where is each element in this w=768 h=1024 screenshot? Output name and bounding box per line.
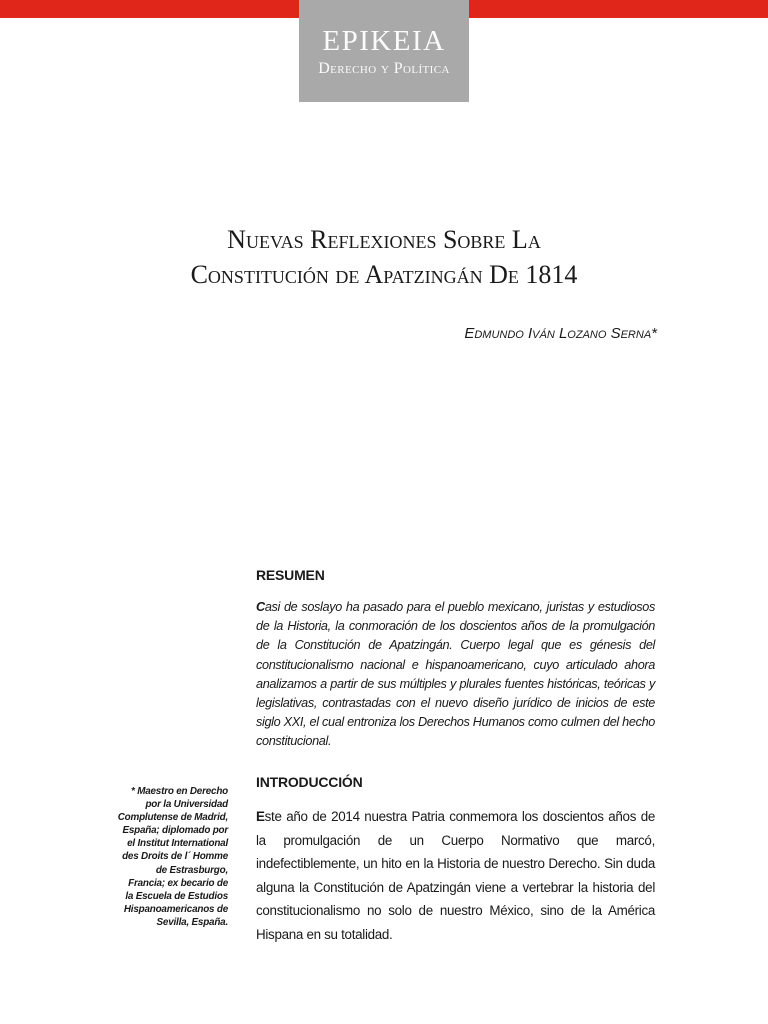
footnote-line: por la Universidad: [145, 799, 228, 811]
footnote-line: Complutense de Madrid,: [117, 812, 228, 824]
journal-name: EPIKEIA: [322, 25, 446, 57]
footnote-line: de Estrasburgo,: [155, 864, 228, 876]
abstract-heading: RESUMEN: [256, 567, 325, 583]
journal-subtitle: Derecho y Política: [318, 60, 450, 77]
article-title-line-2: Constitución de Apatzingán De 1814: [190, 260, 578, 289]
introduction-drop-letter: E: [256, 809, 265, 824]
footnote-line: Sevilla, España.: [156, 916, 228, 928]
footnote-line: Hispanoamericanos de: [123, 903, 228, 915]
footnote-line: España; diplomado por: [122, 825, 228, 837]
journal-logo: [299, 0, 469, 102]
footnote-line: la Escuela de Estudios: [125, 890, 228, 902]
author-footnote: [96, 785, 228, 929]
article-title: [84, 222, 684, 292]
abstract-body: asi de soslayo ha pasado para el pueblo mexicano, juristas y estudiosos de la Historia, la conmoración de los doscientos años de la promulgación de la Constitución de Apatzingán. Cuerpo legal que es génesis del constitucionalismo nacional e hispanoamericano, cuyo articulado ahora analizamos a partir de sus múltiples y plurales fuentes históricas, teóricas y legislativas, contrastadas con el nuevo diseño jurídico de inicios de este siglo XXI, el cual entroniza los Derechos Humanos como culmen del hecho constitucional.: [256, 600, 655, 749]
abstract-drop-letter: C: [256, 600, 265, 614]
footnote-line: * Maestro en Derecho: [131, 786, 228, 797]
footnote-line: des Droits de l´ Homme: [122, 851, 228, 863]
footnote-line: el Institut International: [127, 838, 228, 850]
footnote-line: Francia; ex becario de: [128, 877, 228, 889]
introduction-heading: INTRODUCCIÓN: [256, 774, 363, 790]
introduction-body: ste año de 2014 nuestra Patria conmemora los doscientos años de la promulgación de un Cuerpo Normativo que marcó, indefectiblemente, un hito en la Historia de nuestro Derecho. Sin duda alguna la Constitución de Apatzingán viene a vertebrar la historia del constitucionalismo no solo de nuestro México, sino de la América Hispana en su totalidad.: [256, 809, 655, 942]
article-author: Edmundo Iván Lozano Serna*: [464, 325, 657, 342]
article-title-line-1: Nuevas Reflexiones Sobre La: [227, 225, 541, 254]
abstract-text: [256, 598, 655, 752]
introduction-text: [256, 805, 655, 947]
